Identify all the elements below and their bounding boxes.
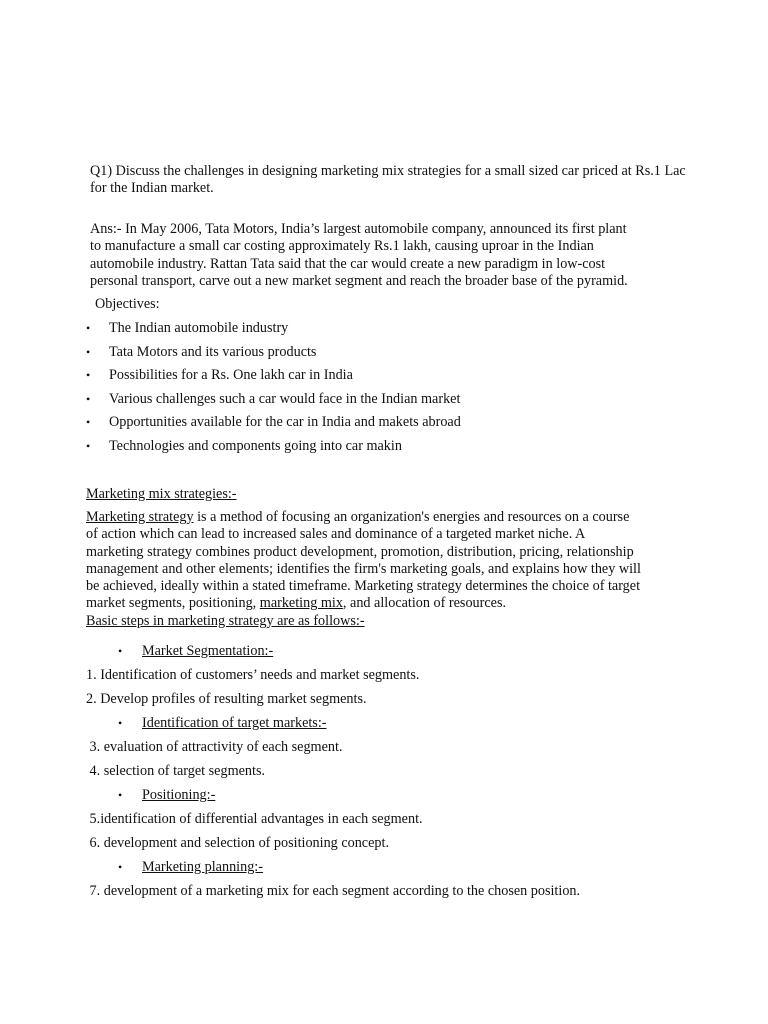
bullet-icon: • bbox=[118, 860, 123, 874]
answer-paragraph bbox=[90, 221, 768, 290]
bullet-icon: • bbox=[86, 391, 91, 406]
objectives-heading: Objectives: bbox=[95, 296, 160, 312]
subheading-marketing-planning: • Marketing planning:- bbox=[118, 859, 263, 875]
question-text: Q1) Discuss the challenges in designing marketing mix strategies for a small sized car priced at Rs.1 Lac for the Indian market. bbox=[90, 163, 686, 197]
list-item: • The Indian automobile industry bbox=[86, 320, 289, 336]
strategy-line: Marketing strategy is a method of focusing an organization's energies and resources on a course bbox=[86, 509, 630, 525]
step-item: 1. Identification of customers’ needs and market segments. bbox=[86, 667, 420, 683]
list-item: • Tata Motors and its various products bbox=[86, 343, 317, 360]
step-item: 3. evaluation of attractivity of each segment. bbox=[86, 739, 343, 755]
basic-steps-heading: Basic steps in marketing strategy are as follows:- bbox=[86, 612, 365, 629]
list-item: • Various challenges such a car would face in the Indian market bbox=[86, 390, 461, 407]
bullet-icon: • bbox=[86, 415, 91, 429]
bullet-icon: • bbox=[118, 788, 123, 802]
strategy-line: of action which can lead to increased sales and dominance of a targeted market niche. A bbox=[86, 526, 586, 543]
strategies-paragraph bbox=[86, 509, 768, 630]
strategy-line: marketing strategy combines product development, promotion, distribution, pricing, relationship bbox=[86, 543, 634, 560]
strategy-line: market segments, positioning, marketing mix, and allocation of resources. bbox=[86, 595, 507, 612]
steps-section bbox=[0, 643, 768, 907]
bullet-icon: • bbox=[86, 368, 91, 382]
strategy-line: be achieved, ideally within a stated timeframe. Marketing strategy determines the choice of target bbox=[86, 578, 641, 595]
objectives-heading-block bbox=[0, 296, 768, 313]
bullet-icon: • bbox=[118, 716, 123, 730]
step-item: 7. development of a marketing mix for each segment according to the chosen position. bbox=[86, 883, 581, 899]
list-item: • Opportunities available for the car in India and makets abroad bbox=[86, 414, 461, 430]
answer-line: personal transport, carve out a new market segment and reach the broader base of the pyramid. bbox=[90, 272, 628, 289]
bullet-icon: • bbox=[86, 344, 91, 359]
subheading-market-segmentation: • Market Segmentation:- bbox=[118, 643, 274, 659]
answer-line: automobile industry. Rattan Tata said that the car would create a new paradigm in low-cost bbox=[90, 255, 606, 272]
list-item: • Technologies and components going into car makin bbox=[86, 437, 402, 454]
marketing-mix-link[interactable]: marketing mix bbox=[259, 595, 343, 612]
step-item: 2. Develop profiles of resulting market segments. bbox=[86, 691, 367, 707]
answer-line: to manufacture a small car costing approximately Rs.1 lakh, causing uproar in the Indian bbox=[90, 238, 594, 255]
bullet-icon: • bbox=[118, 644, 123, 658]
objectives-list bbox=[0, 320, 768, 461]
marketing-strategy-link[interactable]: Marketing strategy bbox=[86, 509, 194, 525]
subheading-positioning: • Positioning:- bbox=[118, 787, 216, 803]
bullet-icon: • bbox=[86, 438, 91, 453]
step-item: 4. selection of target segments. bbox=[86, 763, 266, 779]
step-item: 6. development and selection of positioning concept. bbox=[86, 835, 389, 851]
strategies-section bbox=[86, 486, 768, 503]
bullet-icon: • bbox=[86, 321, 91, 335]
strategy-line: management and other elements; identifies the firm's marketing goals, and explains how they will bbox=[86, 560, 641, 577]
list-item: • Possibilities for a Rs. One lakh car in India bbox=[86, 367, 353, 383]
strategies-heading: Marketing mix strategies:- bbox=[86, 486, 237, 502]
subheading-target-markets: • Identification of target markets:- bbox=[118, 715, 327, 731]
step-item: 5.identification of differential advantages in each segment. bbox=[86, 811, 423, 827]
answer-line: Ans:- In May 2006, Tata Motors, India’s largest automobile company, announced its first plant bbox=[90, 221, 627, 237]
question-block bbox=[0, 163, 768, 198]
